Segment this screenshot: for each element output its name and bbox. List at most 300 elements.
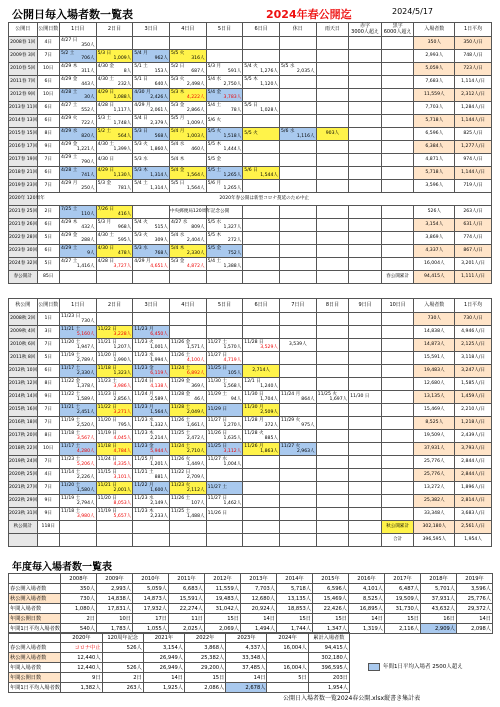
day-cell: [349, 508, 382, 521]
table-row: [9, 180, 492, 193]
table-row: [9, 206, 492, 219]
day-cell: 118日: [37, 521, 59, 534]
day-cell: [381, 404, 414, 417]
cell-date: 4/29 木: [60, 63, 78, 69]
cell-date: 4/29 月: [134, 258, 151, 264]
cell-date: 11/19 土: [60, 352, 81, 358]
table-row: [9, 594, 493, 604]
value-cell: 302,180人: [308, 653, 349, 663]
cell-date: 5/4 土: [134, 180, 148, 186]
cell-value: 6,450人: [150, 332, 168, 337]
day-cell: [243, 443, 280, 456]
cell-date: 11/30 日: [244, 391, 264, 397]
day-cell: 7日: [37, 456, 59, 469]
day-cell: [206, 430, 243, 443]
cell-value: 3,271人: [113, 410, 132, 415]
row-label: 2016春 17回: [9, 141, 38, 154]
day-cell: [133, 339, 170, 352]
day-cell: [381, 180, 414, 193]
day-cell: [206, 339, 243, 352]
column-header: 1日平均: [455, 23, 492, 37]
row-label: 2018春 21回: [9, 167, 38, 180]
cell-date: 11/21 土: [60, 404, 81, 410]
table-row: [9, 102, 492, 115]
day-cell: [96, 469, 133, 482]
cell-value: 288人: [81, 238, 95, 243]
cell-value: 1,314人: [150, 186, 168, 191]
day-cell: [279, 258, 316, 271]
row-label: 秋公開計: [9, 521, 38, 534]
day-cell: [206, 76, 243, 89]
cell-date: 4/29 月: [134, 102, 151, 108]
day-cell: [96, 50, 133, 63]
column-header: 公開日: [9, 23, 38, 37]
day-cell: [206, 115, 243, 128]
day-cell: [316, 521, 349, 534]
cell-value: 722人: [81, 121, 95, 126]
cell-value: 46人: [194, 397, 205, 402]
cell-date: 4/28 日: [97, 258, 114, 264]
total-cell: 774人/日: [455, 232, 492, 245]
cell-value: 515人: [154, 225, 168, 230]
row-label: 2009春 3回: [9, 50, 38, 63]
cell-date: 11/29 日: [207, 407, 227, 413]
cell-value: 820人: [81, 134, 95, 139]
column-header: 公開日数: [37, 299, 59, 313]
day-cell: [381, 141, 414, 154]
value-cell: 25,776人: [457, 594, 493, 604]
day-cell: [279, 352, 316, 365]
column-header: 1日目: [59, 299, 96, 313]
day-cell: [381, 128, 414, 141]
cell-value: 2,589人: [150, 397, 168, 402]
day-cell: [349, 271, 382, 284]
cell-date: 5/6 日: [244, 167, 258, 173]
day-cell: 1日: [37, 313, 59, 326]
cell-value: 8人: [123, 69, 132, 74]
cell-value: 372人: [264, 423, 278, 428]
day-cell: [169, 430, 206, 443]
day-cell: [243, 180, 280, 193]
cell-value: 1,568人: [223, 384, 242, 389]
day-cell: [169, 443, 206, 456]
day-cell: [96, 141, 133, 154]
cell-date: 5/3 日: [134, 128, 148, 134]
row-label: 2013春 11回: [9, 102, 38, 115]
day-cell: [279, 154, 316, 167]
day-cell: [279, 508, 316, 521]
cell-value: 3,228人: [113, 332, 132, 337]
day-cell: [279, 391, 316, 404]
cell-value: 443人: [81, 82, 95, 87]
value-cell: 2日: [61, 614, 97, 624]
day-cell: [96, 102, 133, 115]
cell-date: 5/4 金: [170, 167, 185, 173]
total-cell: 1,896人/日: [455, 482, 492, 495]
total-cell: 25,776人: [414, 456, 455, 469]
cell-value: 5,657人: [113, 514, 132, 519]
cell-date: 11/27 土: [207, 339, 227, 345]
cell-date: 5/3 火: [170, 76, 185, 82]
day-cell: [59, 508, 96, 521]
cell-value: 3,980人: [76, 514, 95, 519]
day-cell: [381, 469, 414, 482]
value-cell: 17日: [133, 614, 169, 624]
table-row: [9, 365, 492, 378]
total-cell: 302,180人: [414, 521, 455, 534]
value-cell: コロナ中止: [61, 643, 102, 653]
day-cell: [206, 258, 243, 271]
day-cell: 7日: [37, 404, 59, 417]
day-cell: [96, 508, 133, 521]
column-header: 2014年: [277, 574, 313, 584]
cell-date: 5/4 火: [244, 63, 258, 69]
day-cell: [59, 378, 96, 391]
day-cell: 7日: [37, 180, 59, 193]
day-cell: [59, 495, 96, 508]
day-cell: [206, 63, 243, 76]
cell-value: 1,009人: [186, 121, 205, 126]
day-cell: [59, 339, 96, 352]
value-cell: 16,004人: [267, 643, 308, 653]
table-row: [9, 404, 492, 417]
value-cell: 5,718人: [277, 584, 313, 594]
day-cell: [169, 50, 206, 63]
cell-date: 5/5 水: [207, 219, 222, 225]
day-cell: [133, 219, 170, 232]
day-cell: [59, 469, 96, 482]
cell-value: 1,004人: [223, 462, 242, 467]
cell-date: 11/21 日: [97, 482, 117, 488]
day-cell: [96, 404, 133, 417]
day-cell: [59, 115, 96, 128]
cell-value: 1,378人: [76, 384, 95, 389]
day-cell: [206, 404, 243, 417]
day-cell: [169, 313, 206, 326]
value-cell: 19,509人: [385, 594, 421, 604]
day-cell: [96, 258, 133, 271]
day-cell: [133, 206, 170, 219]
legend-yellow: 黒字: [392, 23, 403, 29]
day-cell: [169, 469, 206, 482]
cell-date: 5/5 金: [207, 157, 222, 163]
cell-date: 4/29 金: [60, 232, 78, 238]
value-cell: 1,744人: [277, 624, 313, 634]
total-cell: 3,154人: [414, 219, 455, 232]
table-row: [9, 245, 492, 258]
day-cell: [243, 154, 280, 167]
day-cell: [206, 495, 243, 508]
value-cell: 14日: [457, 614, 493, 624]
table-row: [9, 508, 492, 521]
table-row: [9, 63, 492, 76]
day-cell: [133, 326, 170, 339]
cell-value: 30人: [84, 95, 95, 100]
cell-date: 4/29 月: [60, 180, 78, 186]
cell-date: 11/30 土: [207, 378, 227, 384]
cell-value: 1,221人: [76, 147, 95, 152]
day-cell: [133, 443, 170, 456]
day-cell: [349, 89, 382, 102]
day-cell: [59, 313, 96, 326]
total-cell: 1,277人/日: [455, 141, 492, 154]
cell-value: 568人: [154, 134, 168, 139]
value-cell: 540人: [61, 624, 97, 634]
value-cell: 25,382人: [185, 653, 226, 663]
table-row: [9, 614, 493, 624]
cell-date: 11/26 土: [170, 495, 191, 501]
day-cell: 7日: [37, 50, 59, 63]
row-label: 春公開入場者数: [9, 584, 61, 594]
day-cell: [381, 115, 414, 128]
row-label: 年間1日平均入場者数: [9, 624, 61, 634]
cell-date: 11/26 土: [170, 417, 191, 423]
table-row: [9, 683, 350, 693]
day-cell: [243, 417, 280, 430]
row-label: 2023春 30回: [9, 245, 38, 258]
cell-value: 2,214人: [150, 436, 168, 441]
day-cell: [169, 326, 206, 339]
cell-value: 2,451人: [76, 410, 95, 415]
cell-date: 11/23 水: [134, 417, 154, 423]
day-cell: [381, 378, 414, 391]
day-cell: [59, 456, 96, 469]
day-cell: [316, 115, 349, 128]
day-cell: [316, 154, 349, 167]
day-cell: [169, 404, 206, 417]
day-cell: [349, 378, 382, 391]
cell-value: 1,571人: [186, 345, 205, 350]
value-cell: 15日: [277, 614, 313, 624]
cell-value: 1,416人: [76, 264, 95, 269]
spring-table: [8, 22, 492, 284]
day-cell: [133, 378, 170, 391]
cell-date: 11/17 土: [60, 365, 81, 371]
day-cell: [279, 443, 316, 456]
legend-holiday: 休日: [292, 25, 303, 32]
column-header: 2013年: [241, 574, 277, 584]
day-cell: [349, 37, 382, 50]
day-cell: [169, 456, 206, 469]
day-cell: [279, 219, 316, 232]
value-cell: 11日: [169, 614, 205, 624]
page-date: 2024/5/17: [392, 7, 434, 16]
day-cell: [349, 167, 382, 180]
row-label: 秋公開入場者数: [9, 653, 61, 663]
column-header: 2012年: [205, 574, 241, 584]
day-cell: [279, 313, 316, 326]
cell-value: 3,783人: [223, 95, 242, 100]
total-cell: 2,561人/日: [455, 521, 492, 534]
day-cell: [279, 180, 316, 193]
column-header: 3日目: [133, 23, 170, 37]
value-cell: 18,853人: [277, 604, 313, 614]
cell-date: 11/23 木: [134, 508, 154, 514]
row-label: 2021春 25回: [9, 206, 38, 219]
day-cell: 8日: [37, 430, 59, 443]
note-120th: 中央郵便局120周年記念公開: [169, 209, 230, 215]
day-cell: [381, 443, 414, 456]
value-cell: 6,596人: [313, 584, 349, 594]
total-cell: 19,483人: [414, 365, 455, 378]
column-header: 2日目: [96, 23, 133, 37]
day-cell: 6日: [37, 245, 59, 258]
cell-date: 11/24 土: [170, 365, 191, 371]
cell-value: 1,994人: [150, 358, 168, 363]
day-cell: [169, 141, 206, 154]
day-cell: [243, 482, 280, 495]
day-cell: [316, 50, 349, 63]
day-cell: [206, 417, 243, 430]
day-cell: [349, 219, 382, 232]
day-cell: [59, 167, 96, 180]
day-cell: [243, 206, 280, 219]
value-cell: 2,086人: [185, 683, 226, 693]
cell-date: 11/26 日: [207, 511, 227, 517]
day-cell: [169, 37, 206, 50]
day-cell: [206, 521, 243, 534]
cell-value: 1,130人: [113, 173, 132, 178]
day-cell: [133, 50, 170, 63]
day-cell: [349, 63, 382, 76]
day-cell: [133, 232, 170, 245]
column-header: 120周年記念: [102, 633, 143, 643]
total-cell: 13,272人: [414, 482, 455, 495]
day-cell: [96, 219, 133, 232]
day-cell: 903人: [316, 128, 349, 141]
day-cell: [279, 456, 316, 469]
table-row: [9, 141, 492, 154]
cell-date: 4/29 日: [97, 167, 114, 173]
cell-date: 4/29 金: [60, 141, 78, 147]
total-cell: 12,680人: [414, 378, 455, 391]
cell-value: 2,330人: [76, 371, 95, 376]
day-cell: [316, 508, 349, 521]
day-cell: [243, 37, 280, 50]
cell-value: 1,564人: [186, 186, 205, 191]
day-cell: [381, 63, 414, 76]
table-row: [9, 50, 492, 63]
day-cell: [133, 115, 170, 128]
cell-value: 478人: [117, 251, 132, 256]
day-cell: [133, 271, 170, 284]
day-cell: 春公開累計: [381, 271, 414, 284]
cell-value: 1,863人: [260, 449, 278, 454]
day-cell: [59, 245, 96, 258]
day-cell: [59, 391, 96, 404]
day-cell: [206, 456, 243, 469]
cell-value: 2,330人: [186, 251, 205, 256]
day-cell: [349, 365, 382, 378]
day-cell: [349, 391, 382, 404]
day-cell: [316, 141, 349, 154]
value-cell: 1,347人: [313, 624, 349, 634]
day-cell: 10日: [37, 63, 59, 76]
total-cell: 3,869人: [414, 232, 455, 245]
cell-date: 11/27 日: [207, 495, 227, 501]
day-cell: [381, 258, 414, 271]
day-cell: [169, 115, 206, 128]
day-cell: [279, 50, 316, 63]
day-cell: [381, 495, 414, 508]
value-cell: 16,004人: [267, 663, 308, 673]
cell-date: 11/18 日: [97, 443, 117, 449]
day-cell: [133, 482, 170, 495]
column-header: 入場者数: [414, 299, 455, 313]
cell-value: 2,866人: [186, 108, 205, 113]
day-cell: [133, 417, 170, 430]
cell-date: 11/19 日: [97, 508, 117, 514]
cell-value: 1,589人: [76, 397, 95, 402]
row-label: 年間公開日数: [9, 614, 61, 624]
cell-date: 4/27 土: [60, 102, 78, 108]
day-cell: [206, 326, 243, 339]
cell-value: 4,335人: [113, 462, 132, 467]
day-cell: [169, 102, 206, 115]
cell-value: 3,112人: [223, 449, 242, 454]
cell-value: 881人: [154, 475, 168, 480]
total-cell: 723人/日: [455, 63, 492, 76]
table-row: [9, 469, 492, 482]
row-label: 2017秋 20回: [9, 430, 38, 443]
table-row: [9, 89, 492, 102]
cell-value: 4,872人: [186, 264, 205, 269]
column-header: [9, 633, 61, 643]
day-cell: [381, 508, 414, 521]
table-row: [9, 154, 492, 167]
row-label: 2010秋 6回: [9, 339, 38, 352]
value-cell: 2日: [102, 673, 143, 683]
day-cell: 6日: [37, 115, 59, 128]
cell-value: 1,088人: [113, 95, 132, 100]
cell-date: 5/3 土: [97, 115, 112, 121]
day-cell: 9日: [37, 391, 59, 404]
day-cell: [96, 313, 133, 326]
day-cell: [169, 76, 206, 89]
cell-date: 5/2 土: [60, 50, 75, 56]
total-cell: 1,144人/日: [455, 115, 492, 128]
day-cell: [381, 352, 414, 365]
cell-date: 5/5 水: [280, 63, 295, 69]
total-cell: 2,439人/日: [455, 430, 492, 443]
cell-value: 1,323人: [113, 371, 132, 376]
column-header: 2011年: [169, 574, 205, 584]
day-cell: [316, 391, 349, 404]
day-cell: 4日: [37, 469, 59, 482]
cell-date: 5/3 月: [97, 219, 112, 225]
column-header: 2018年: [421, 574, 457, 584]
day-cell: [279, 469, 316, 482]
day-cell: [349, 339, 382, 352]
day-cell: [59, 430, 96, 443]
day-cell: [316, 167, 349, 180]
day-cell: [206, 443, 243, 456]
day-cell: [279, 128, 316, 141]
cell-value: 4,045人: [113, 436, 132, 441]
day-cell: [169, 417, 206, 430]
day-cell: [206, 482, 243, 495]
day-cell: [59, 404, 96, 417]
cell-value: 1,001人: [150, 345, 168, 350]
day-cell: [96, 456, 133, 469]
day-cell: [206, 271, 243, 284]
cell-value: 768人: [154, 251, 168, 256]
cell-date: 5/5 日: [244, 102, 258, 108]
day-cell: [316, 313, 349, 326]
day-cell: [59, 141, 96, 154]
row-label: 2019春 23回: [9, 180, 38, 193]
value-cell: 5,059人: [133, 584, 169, 594]
